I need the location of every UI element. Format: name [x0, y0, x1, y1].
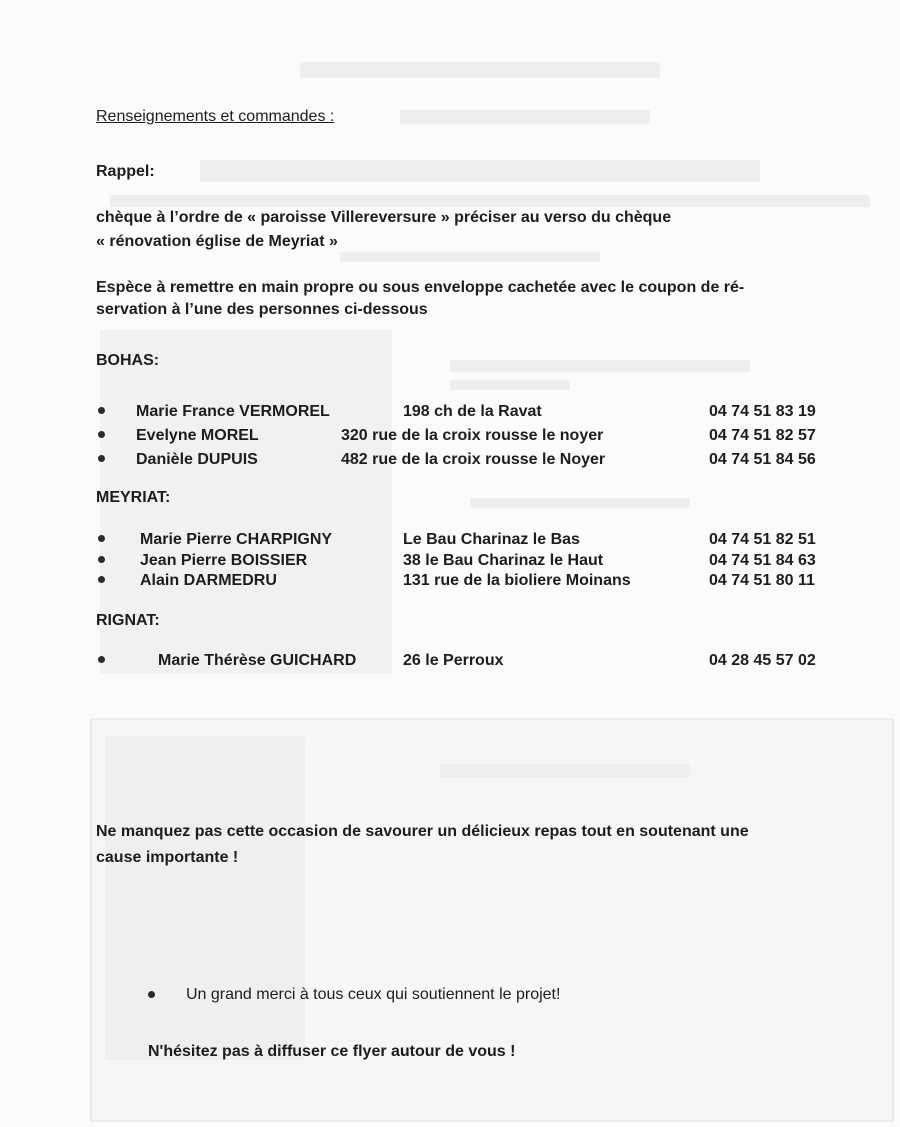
- contact-name: Evelyne MOREL: [136, 427, 259, 444]
- group-label-meyriat: MEYRIAT:: [96, 489, 171, 506]
- info-heading: Renseignements et commandes :: [96, 108, 335, 125]
- contact-phone: 04 74 51 83 19: [709, 403, 816, 420]
- reminder-label: Rappel:: [96, 163, 155, 180]
- contact-name: Alain DARMEDRU: [140, 572, 277, 589]
- bleed-through-mark: [470, 498, 690, 508]
- contact-address: Le Bau Charinaz le Bas: [403, 531, 580, 548]
- bullet-icon: [98, 455, 105, 462]
- bullet-icon: [98, 431, 105, 438]
- closing-message-line2: cause importante !: [96, 849, 239, 866]
- closing-message-line1: Ne manquez pas cette occasion de savourer un délicieux repas tout en soutenant une: [96, 823, 749, 840]
- bleed-through-photo: [105, 736, 305, 1060]
- bullet-icon: [98, 535, 105, 542]
- contact-phone: 04 74 51 82 57: [709, 427, 816, 444]
- contact-name: Marie France VERMOREL: [136, 403, 330, 420]
- group-label-bohas: BOHAS:: [96, 352, 160, 369]
- contact-phone: 04 74 51 84 56: [709, 451, 816, 468]
- contact-phone: 04 74 51 80 11: [709, 572, 815, 589]
- bullet-icon: [98, 656, 105, 663]
- contact-name: Jean Pierre BOISSIER: [140, 552, 308, 569]
- bleed-through-mark: [440, 764, 690, 778]
- share-message: N'hésitez pas à diffuser ce flyer autour de vous !: [148, 1043, 516, 1060]
- bullet-icon: [98, 407, 105, 414]
- cash-instruction-line2: servation à l’une des personnes ci-dessous: [96, 301, 428, 318]
- bleed-through-mark: [400, 110, 650, 124]
- bleed-through-mark: [340, 252, 600, 262]
- contact-name: Marie Pierre CHARPIGNY: [140, 531, 333, 548]
- contact-phone: 04 28 45 57 02: [709, 652, 816, 669]
- bleed-through-mark: [110, 195, 870, 207]
- bleed-through-mark: [200, 160, 760, 182]
- cheque-instruction-line1: chèque à l’ordre de « paroisse Villereversure » préciser au verso du chèque: [96, 209, 672, 226]
- contact-phone: 04 74 51 84 63: [709, 552, 816, 569]
- contact-address: 131 rue de la bioliere Moinans: [403, 572, 631, 589]
- bullet-icon: [98, 556, 105, 563]
- contact-address: 320 rue de la croix rousse le noyer: [341, 427, 604, 444]
- bleed-through-mark: [450, 380, 570, 390]
- bleed-through-mark: [450, 360, 750, 372]
- bleed-through-mark: [300, 62, 660, 78]
- bullet-icon: [148, 991, 155, 998]
- contact-name: Marie Thérèse GUICHARD: [158, 652, 357, 669]
- contact-address: 198 ch de la Ravat: [403, 403, 542, 420]
- contact-name: Danièle DUPUIS: [136, 451, 258, 468]
- contact-address: 26 le Perroux: [403, 652, 504, 669]
- cash-instruction-line1: Espèce à remettre en main propre ou sous enveloppe cachetée avec le coupon de ré-: [96, 279, 745, 296]
- group-label-rignat: RIGNAT:: [96, 612, 160, 629]
- thanks-message: Un grand merci à tous ceux qui soutiennent le projet!: [186, 986, 561, 1003]
- bullet-icon: [98, 576, 105, 583]
- contact-phone: 04 74 51 82 51: [709, 531, 816, 548]
- contact-address: 38 le Bau Charinaz le Haut: [403, 552, 604, 569]
- contact-address: 482 rue de la croix rousse le Noyer: [341, 451, 606, 468]
- cheque-instruction-line2: « rénovation église de Meyriat »: [96, 233, 338, 250]
